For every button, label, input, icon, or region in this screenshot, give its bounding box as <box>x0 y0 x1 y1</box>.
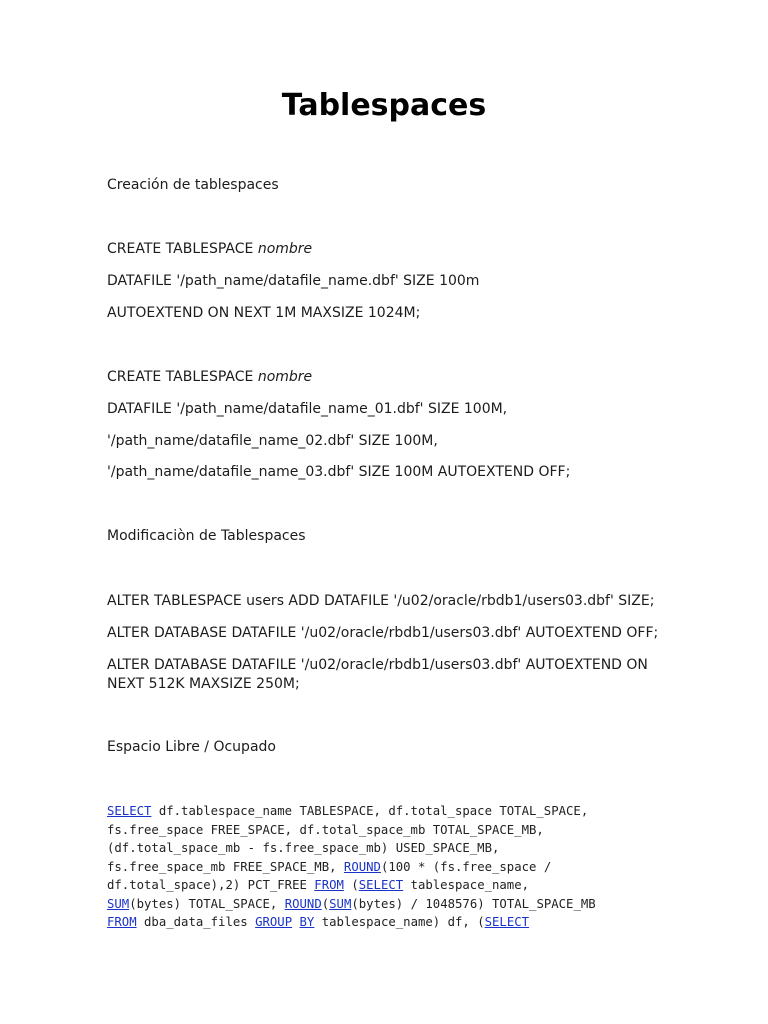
example2-placeholder: nombre <box>257 369 313 385</box>
example2-keyword: CREATE TABLESPACE <box>107 369 258 385</box>
example1-placeholder: nombre <box>257 241 313 257</box>
example2-line3: '/path_name/datafile_name_02.dbf' SIZE 100M, <box>107 433 438 449</box>
example1-line3: AUTOEXTEND ON NEXT 1M MAXSIZE 1024M; <box>107 305 421 321</box>
keyword-link-sum[interactable]: SUM <box>107 896 130 911</box>
keyword-link-from[interactable]: FROM <box>107 915 137 929</box>
code-text: ( <box>321 896 330 911</box>
keyword-link-select[interactable]: SELECT <box>484 915 530 929</box>
code-text: fs.free_space FREE_SPACE, df.total_space_mb TOTAL_SPACE_MB, <box>107 822 544 837</box>
example1-keyword: CREATE TABLESPACE <box>107 241 258 257</box>
code-text: fs.free_space_mb FREE_SPACE_MB, <box>107 859 344 874</box>
code-text: (bytes) TOTAL_SPACE, <box>129 896 285 911</box>
code-text: ( <box>343 878 359 892</box>
keyword-link-select[interactable]: SELECT <box>358 878 404 892</box>
keyword-link-from[interactable]: FROM <box>314 878 344 892</box>
example1-line2: DATAFILE '/path_name/datafile_name.dbf' SIZE 100m <box>107 273 480 289</box>
code-text: (bytes) / 1048576) TOTAL_SPACE_MB <box>351 896 596 911</box>
space-heading: Espacio Libre / Ocupado <box>107 739 276 755</box>
keyword-link-by[interactable]: BY <box>299 915 315 929</box>
example1-line1 <box>107 240 312 259</box>
code-text: df.tablespace_name TABLESPACE, df.total_space TOTAL_SPACE, <box>151 804 589 818</box>
code-text: (df.total_space_mb - fs.free_space_mb) USED_SPACE_MB, <box>107 841 500 855</box>
code-text: df.total_space),2) PCT_FREE <box>107 878 315 892</box>
alter-statement-3: ALTER DATABASE DATAFILE '/u02/oracle/rbdb1/users03.dbf' AUTOEXTEND ON NEXT 512K MAXSIZE 250M; <box>107 657 648 692</box>
keyword-link-round[interactable]: ROUND <box>284 896 322 911</box>
code-text: tablespace_name) df, ( <box>314 915 485 929</box>
code-text: tablespace_name, <box>403 878 530 892</box>
example2-line2: DATAFILE '/path_name/datafile_name_01.dbf' SIZE 100M, <box>107 401 508 417</box>
keyword-link-sum[interactable]: SUM <box>329 896 352 911</box>
code-text <box>292 915 299 929</box>
sql-code-block <box>107 802 596 932</box>
code-text: dba_data_files <box>136 915 256 929</box>
alter-statement-1: ALTER TABLESPACE users ADD DATAFILE '/u02/oracle/rbdb1/users03.dbf' SIZE; <box>107 593 655 609</box>
creation-heading: Creación de tablespaces <box>107 177 279 193</box>
example2-line4: '/path_name/datafile_name_03.dbf' SIZE 100M AUTOEXTEND OFF; <box>107 464 571 480</box>
alter-statement-2: ALTER DATABASE DATAFILE '/u02/oracle/rbdb1/users03.dbf' AUTOEXTEND OFF; <box>107 625 659 641</box>
keyword-link-round[interactable]: ROUND <box>343 859 381 874</box>
code-text: (100 * (fs.free_space / <box>380 859 552 874</box>
keyword-link-group[interactable]: GROUP <box>255 915 293 929</box>
page-title: Tablespaces <box>281 88 487 123</box>
example2-line1 <box>107 368 312 387</box>
modification-heading: Modificaciòn de Tablespaces <box>107 528 306 544</box>
keyword-link-select[interactable]: SELECT <box>107 804 152 818</box>
